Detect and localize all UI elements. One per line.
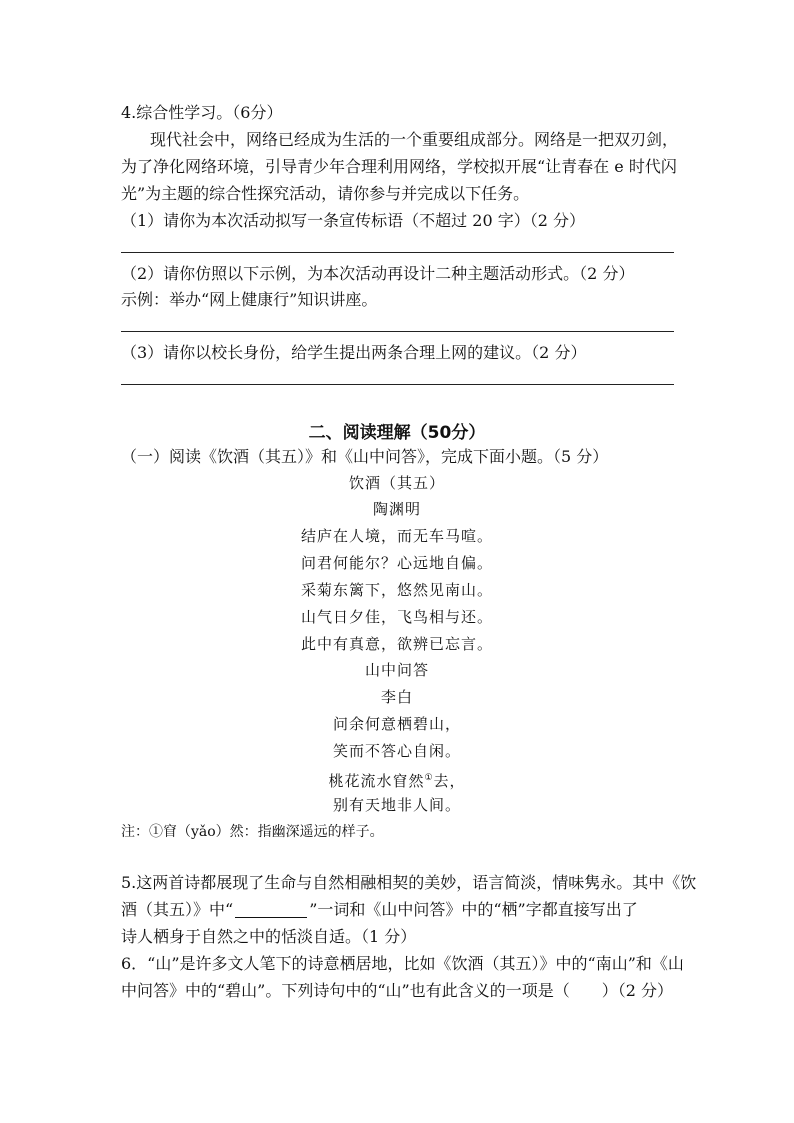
poem-2-line: 问余何意栖碧山， <box>332 715 461 733</box>
poem-1-line: 山气日夕佳，飞鸟相与还。 <box>300 608 493 626</box>
fill-in-blank[interactable] <box>235 901 307 918</box>
q5-line-3: 诗人栖身于自然之中的恬淡自适。（1 分） <box>121 927 417 946</box>
poem-2-author: 李白 <box>380 688 413 706</box>
poem-1-author: 陶渊明 <box>372 500 421 518</box>
poem-2-line-3-start: 桃花流水窅然 <box>328 772 425 790</box>
answer-line-1[interactable] <box>121 252 674 253</box>
poem-2-line <box>0 768 794 791</box>
reading-part-1-intro: （一）阅读《饮酒（其五）》和《山中问答》，完成下面小题。（5 分） <box>121 447 609 466</box>
q6-line-1: 6．“山”是许多文人笔下的诗意栖居地，比如《饮酒（其五）》中的“南山”和《山 <box>121 954 684 973</box>
section-heading: 二、阅读理解（50分） <box>308 423 486 443</box>
poem-2-line: 别有天地非人间。 <box>332 796 461 814</box>
q5-line-2-end: ”一词和《山中问答》中的“栖”字都直接写出了 <box>309 900 638 919</box>
poem-2-line: 笑而不答心自闲。 <box>332 742 461 760</box>
poem-1-line: 问君何能尔？心远地自偏。 <box>300 554 493 572</box>
q5-line-2-start: 酒（其五）》中“ <box>121 900 234 919</box>
poem-1-title: 饮酒（其五） <box>348 474 445 492</box>
q4-sub-1: （1）请你为本次活动拟写一条宣传标语（不超过 20 字）（2 分） <box>121 211 585 230</box>
q4-intro-line-1: 现代社会中，网络已经成为生活的一个重要组成部分。网络是一把双刃剑， <box>150 130 679 149</box>
poem-2-title: 山中问答 <box>364 661 429 679</box>
footnote: 注：①窅（yǎo）然：指幽深遥远的样子。 <box>121 824 384 840</box>
q4-title: 4.综合性学习。（6分） <box>121 103 283 122</box>
q4-intro-line-2: 为了净化网络环境，引导青少年合理利用网络，学校拟开展“让青春在 e 时代闪 <box>121 157 677 176</box>
footnote-marker: ① <box>424 773 434 783</box>
q4-intro-line-3: 光”为主题的综合性探究活动，请你参与并完成以下任务。 <box>121 184 530 203</box>
q5-line-1: 5.这两首诗都展现了生命与自然相融相契的美妙，语言简淡，情味隽永。其中《饮 <box>121 873 697 892</box>
poem-1-line: 结庐在人境，而无车马喧。 <box>300 527 493 545</box>
q4-sub-2: （2）请你仿照以下示例，为本次活动再设计二种主题活动形式。（2 分） <box>121 264 635 283</box>
q5-line-2 <box>121 900 638 920</box>
poem-2-line-3-end: 去， <box>433 772 466 790</box>
poem-1-line: 此中有真意，欲辨已忘言。 <box>300 635 493 653</box>
q4-sub-3: （3）请你以校长身份，给学生提出两条合理上网的建议。（2 分） <box>121 343 587 362</box>
answer-line-3[interactable] <box>121 384 674 385</box>
answer-line-2[interactable] <box>121 331 674 332</box>
q6-line-2: 中问答》中的“碧山”。下列诗句中的“山”也有此含义的一项是（ ）（2 分） <box>121 981 673 1000</box>
poem-1-line: 采菊东篱下，悠然见南山。 <box>300 581 493 599</box>
q4-example: 示例：举办“网上健康行”知识讲座。 <box>121 290 378 309</box>
